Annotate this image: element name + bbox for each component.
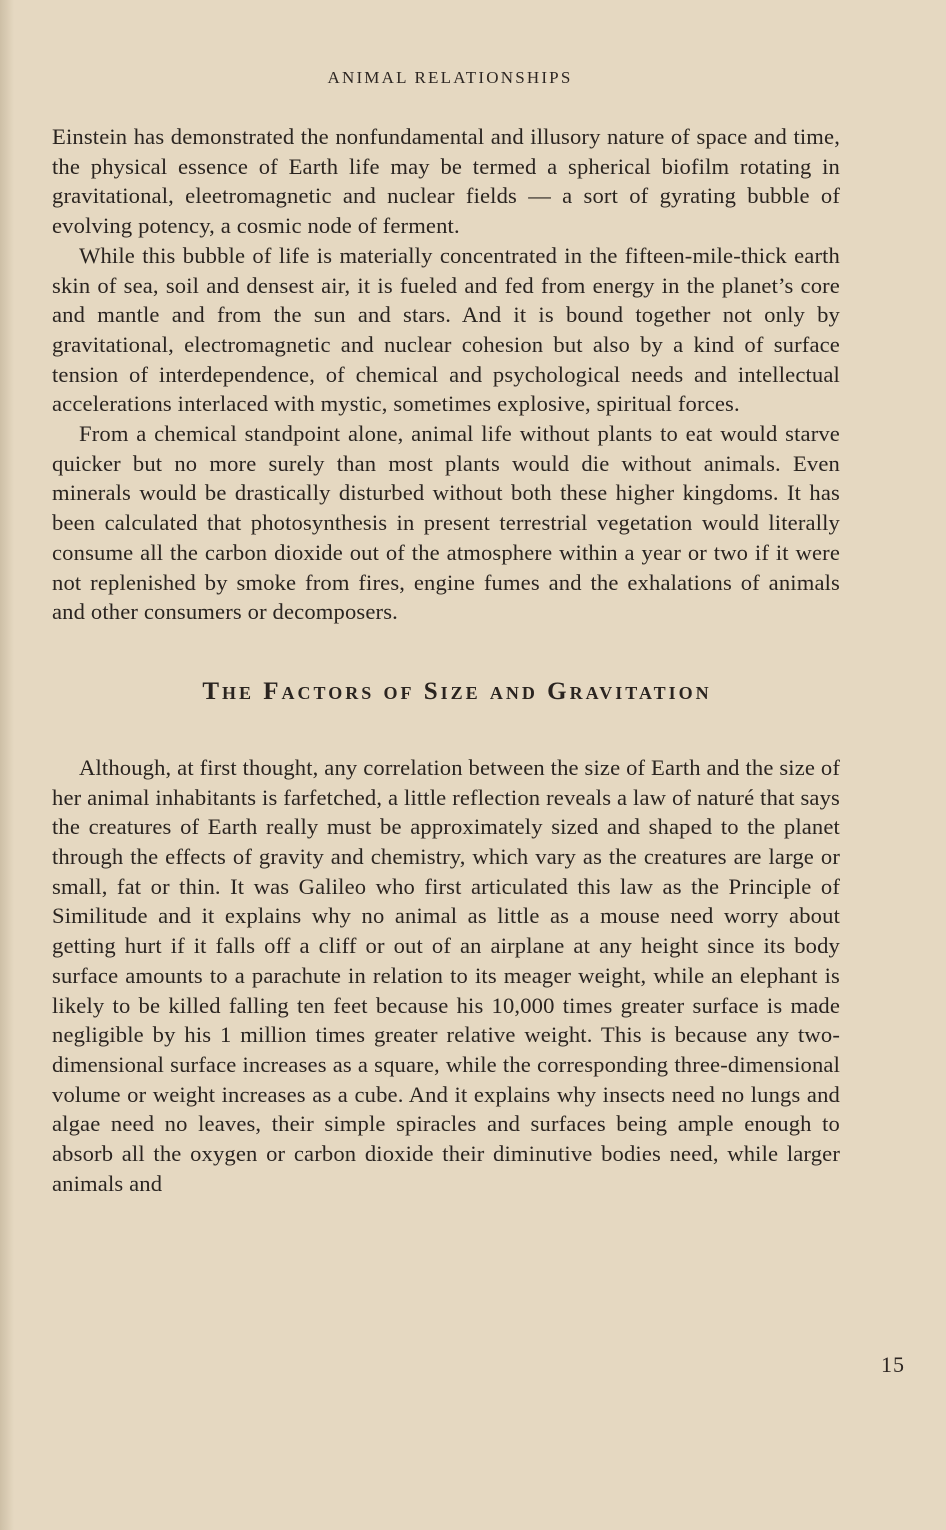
section-heading: The Factors of Size and Gravitation bbox=[202, 677, 712, 705]
page-number: 15 bbox=[881, 1352, 905, 1377]
page-gutter-shadow bbox=[0, 0, 14, 1530]
paragraph-chemical-standpoint: From a chemical standpoint alone, animal life without plants to eat would starve quicker but no more surely than most plants would die without animals. Even minerals would be drastically disturbed without both these higher kingdoms. It has been calculated that photosynthesis in present terrestrial vegetation would literally consume all the carbon dioxide out of the atmosphere within a year or two if it were not replenished by smoke from fires, engine fumes and the exhalations of animals and other consumers or decomposers. bbox=[52, 421, 840, 625]
paragraph-bubble-of-life: While this bubble of life is materially concentrated in the fifteen-mile-thick earth skin of sea, soil and densest air, it is fueled and fed from energy in the planet’s core and mantle and from the sun and stars. And it is bound together not only by gravitational, electromagnetic and nuclear cohesion but also by a kind of surface tension of interdependence, of chemical and psychological needs and intellectual accelerations interlaced with mystic, sometimes explosive, spiritual forces. bbox=[52, 242, 840, 417]
running-head: ANIMAL RELATIONSHIPS bbox=[327, 68, 573, 87]
body-text bbox=[52, 122, 840, 1199]
paragraph-einstein: Einstein has demonstrated the nonfundamental and illusory nature of space and time, the physical essence of Earth life may be termed a spherical biofilm rotating in gravitational, eleetromagnetic and nuclear fields — a sort of gyrating bubble of evolving potency, a cosmic node of ferment. bbox=[52, 124, 840, 239]
paragraph-size-and-gravitation: Although, at first thought, any correlation between the size of Earth and the size of her animal inhabitants is farfetched, a little reflection reveals a law of naturé that says the creatures of Earth really must be approximately sized and shaped to the planet through the effects of gravity and chemistry, which vary as the creatures are large or small, fat or thin. It was Galileo who first articulated this law as the Principle of Similitude and it explains why no animal as little as a mouse need worry about getting hurt if it falls off a cliff or out of an airplane at any height since its body surface amounts to a parachute in relation to its meager weight, while an elephant is likely to be killed falling ten feet because his 10,000 times greater surface is made negligible by his 1 million times greater relative weight. This is because any two-dimensional surface increases as a square, while the corresponding three-dimensional volume or weight increases as a cube. And it explains why insects need no lungs and algae need no leaves, their simple spiracles and surfaces being ample enough to absorb all the oxygen or carbon dioxide their diminutive bodies need, while larger animals and bbox=[52, 754, 840, 1196]
